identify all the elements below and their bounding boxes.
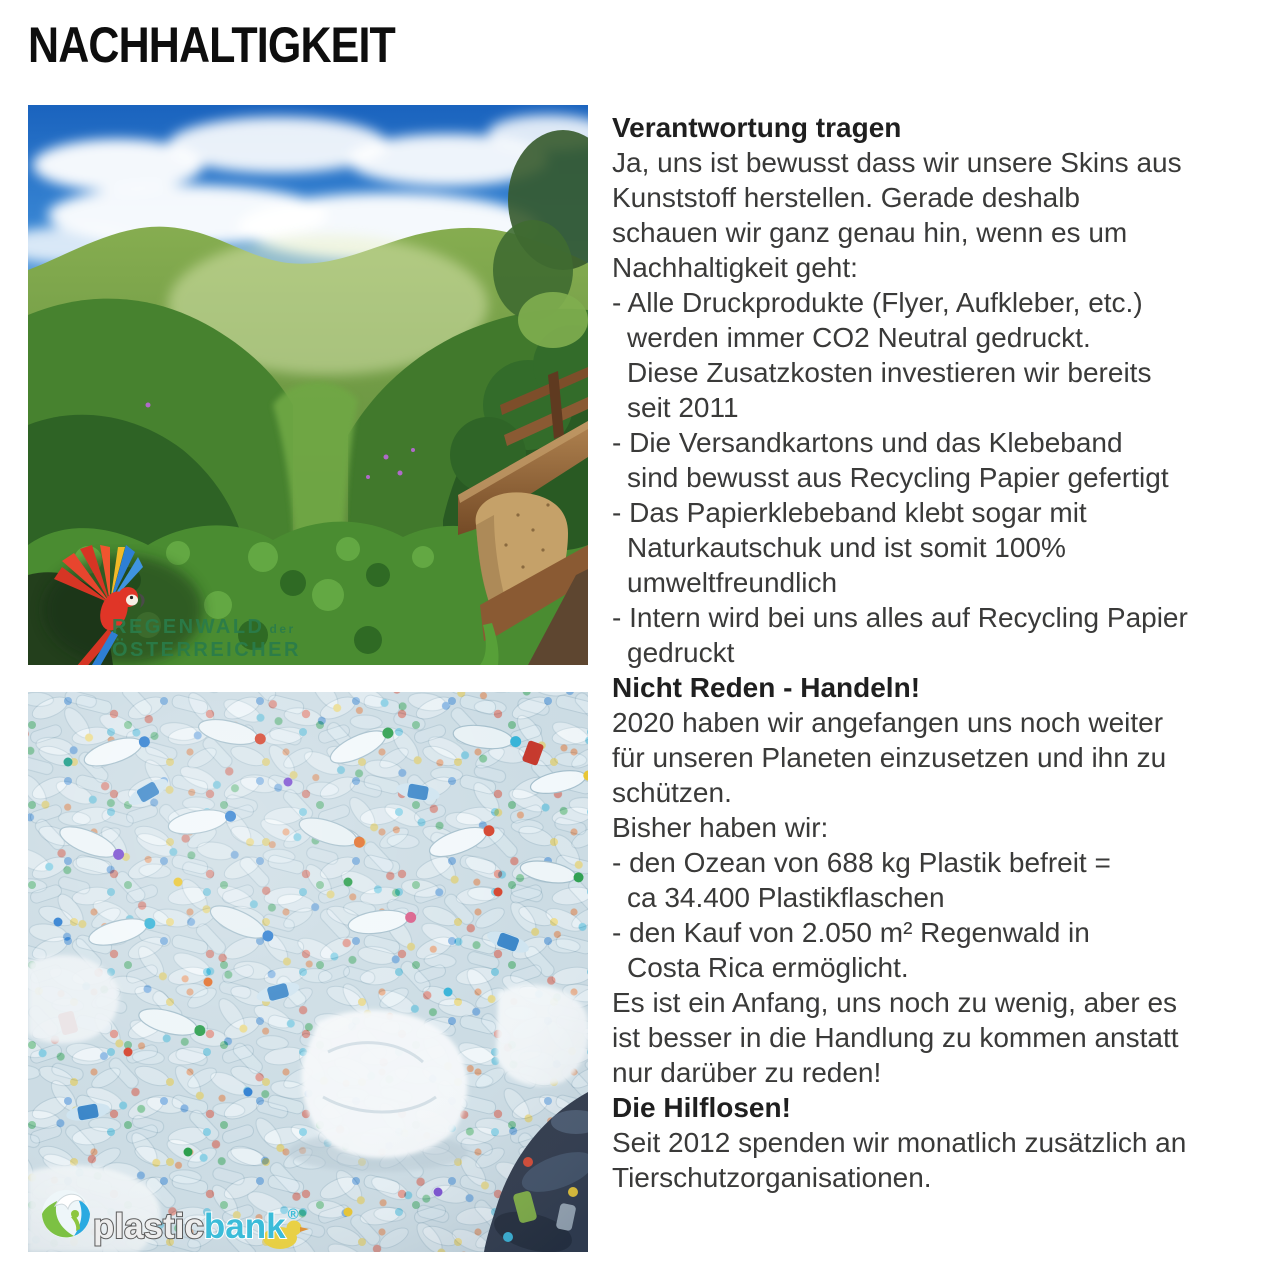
section-heading: Die Hilflosen! — [612, 1092, 791, 1123]
section-verantwortung-tragen — [612, 110, 1272, 670]
text-line: Bisher haben wir: — [612, 812, 829, 843]
plastic-bottles-photo — [28, 692, 588, 1252]
text-line: werden immer CO2 Neutral gedruckt. — [627, 322, 1091, 353]
text-line: ca 34.400 Plastikflaschen — [627, 882, 945, 913]
text-line: - Die Versandkartons und das Klebeband — [612, 427, 1123, 458]
regenwald-logo-line1: REGENWALD der — [112, 616, 296, 638]
text-line: Seit 2012 spenden wir monatlich zusätzlich an — [612, 1127, 1187, 1158]
text-line: gedruckt — [627, 637, 735, 668]
plasticbank-logo-icon — [42, 1190, 90, 1238]
page-title: NACHHALTIGKEIT — [28, 17, 395, 73]
text-line: schauen wir ganz genau hin, wenn es um — [612, 217, 1128, 248]
text-line: - den Ozean von 688 kg Plastik befreit = — [612, 847, 1111, 878]
rainforest-photo — [28, 105, 588, 665]
rainforest-illustration — [28, 105, 588, 665]
text-line: Es ist ein Anfang, uns noch zu wenig, aber es — [612, 987, 1178, 1018]
section-es-ist-ein-anfang — [612, 985, 1272, 1090]
text-line: schützen. — [612, 777, 732, 808]
text-line: 2020 haben wir angefangen uns noch weiter — [612, 707, 1164, 738]
text-line: seit 2011 — [627, 392, 739, 423]
section-nicht-reden-handeln — [612, 670, 1272, 985]
text-line: nur darüber zu reden! — [612, 1057, 882, 1088]
text-line: Tierschutzorganisationen. — [612, 1162, 932, 1193]
section-die-hilflosen — [612, 1090, 1272, 1195]
text-column — [612, 110, 1272, 1195]
text-line: sind bewusst aus Recycling Papier gefertigt — [627, 462, 1169, 493]
text-line: umweltfreundlich — [627, 567, 838, 598]
text-line: für unseren Planeten einzusetzen und ihn zu — [612, 742, 1167, 773]
section-heading: Nicht Reden - Handeln! — [612, 672, 921, 703]
regenwald-logo — [112, 616, 301, 661]
text-line: Diese Zusatzkosten investieren wir bereits — [627, 357, 1152, 388]
plastic-bottles-illustration — [28, 692, 588, 1252]
plasticbank-logo-text: plasticbank ® — [93, 1206, 299, 1246]
text-line: ist besser in die Handlung zu kommen anstatt — [612, 1022, 1179, 1053]
text-line: - den Kauf von 2.050 m² Regenwald in — [612, 917, 1090, 948]
text-line: Naturkautschuk und ist somit 100% — [627, 532, 1066, 563]
text-line: Ja, uns ist bewusst dass wir unsere Skins aus — [612, 147, 1182, 178]
regenwald-logo-line2: ÖSTERREICHER — [112, 639, 301, 661]
text-line: Costa Rica ermöglicht. — [627, 952, 909, 983]
text-line: Nachhaltigkeit geht: — [612, 252, 858, 283]
text-line: - Intern wird bei uns alles auf Recycling Papier — [612, 602, 1188, 633]
section-heading: Verantwortung tragen — [612, 112, 902, 143]
text-line: Kunststoff herstellen. Gerade deshalb — [612, 182, 1081, 213]
text-line: - Alle Druckprodukte (Flyer, Aufkleber, etc.) — [612, 287, 1143, 318]
text-line: - Das Papierklebeband klebt sogar mit — [612, 497, 1087, 528]
